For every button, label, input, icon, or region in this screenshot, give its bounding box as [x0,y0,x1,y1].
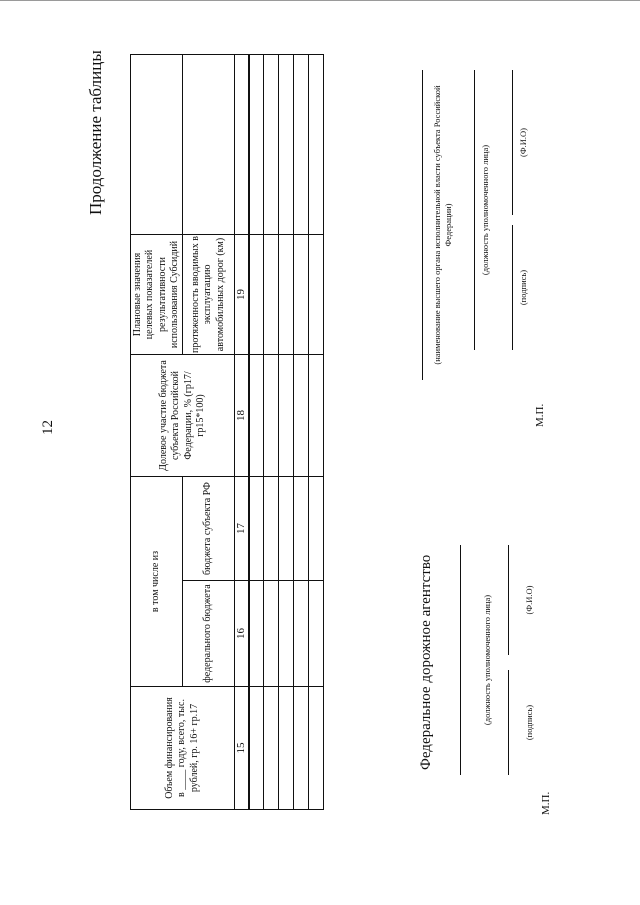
right-signature-caption: (подпись) [518,269,528,306]
header-spacer-2 [183,55,235,235]
header-col15 [131,687,235,810]
header-col15-prefix: Объем финансирования [164,697,176,799]
col-number-spacer [235,55,249,235]
table-row [249,55,264,810]
right-authority-caption: (наименование высшего органа исполнительной власти субъекта Российской Федерации) [432,85,453,365]
page-number: 12 [40,420,56,435]
col-number-15: 15 [235,687,249,810]
right-name-line [512,70,513,215]
header-col19-text: протяженность вводимых в эксплуатацию автомобильных дорог (км) [190,236,226,353]
financing-table [130,54,324,810]
right-signature-line [512,225,513,350]
table-row [294,55,309,810]
right-position-caption: (должность уполномоченного лица) [480,144,490,276]
right-authority-line [422,70,423,380]
header-col16-text: федерального бюджета [202,584,214,683]
table-row [279,55,294,810]
agency-name: Федеральное дорожное агентство [418,554,434,770]
right-position-line [474,70,475,350]
left-position-caption: (должность уполномоченного лица) [482,594,492,726]
header-col19-group [131,235,183,355]
header-col18-text: Долевое участие бюджета субъекта Российской Федерации, % (гр17/гр15*100) [158,360,206,471]
header-group [131,477,183,687]
header-col15-text: в ____ году, всего, тыс. рублей, гр. 16+ гр.17 [176,699,200,797]
left-signature-line [508,670,509,775]
header-col19-group-text: Плановые значения целевых показателей результативности использования Субсидий [132,240,180,349]
header-col17 [183,477,235,581]
header-col19 [183,235,235,355]
header-col17-text: бюджета субъекта РФ [202,482,214,575]
table-row [264,55,279,810]
col-number-18: 18 [235,355,249,477]
left-stamp: М.П. [540,791,552,815]
header-col18 [131,355,235,477]
header-col16 [183,581,235,687]
right-name-caption: (Ф.И.О) [518,128,528,157]
left-name-caption: (Ф.И.О) [524,585,534,615]
left-position-line [460,545,461,775]
col-number-19: 19 [235,235,249,355]
col-number-17: 17 [235,477,249,581]
col-number-16: 16 [235,581,249,687]
header-spacer [131,55,183,235]
continuation-title: Продолжение таблицы [86,50,105,215]
left-name-line [508,545,509,655]
left-signature-caption: (подпись) [524,704,534,741]
table-row [309,55,324,810]
header-group-text: в том числе из [150,550,162,613]
right-stamp: М.П. [534,403,546,427]
